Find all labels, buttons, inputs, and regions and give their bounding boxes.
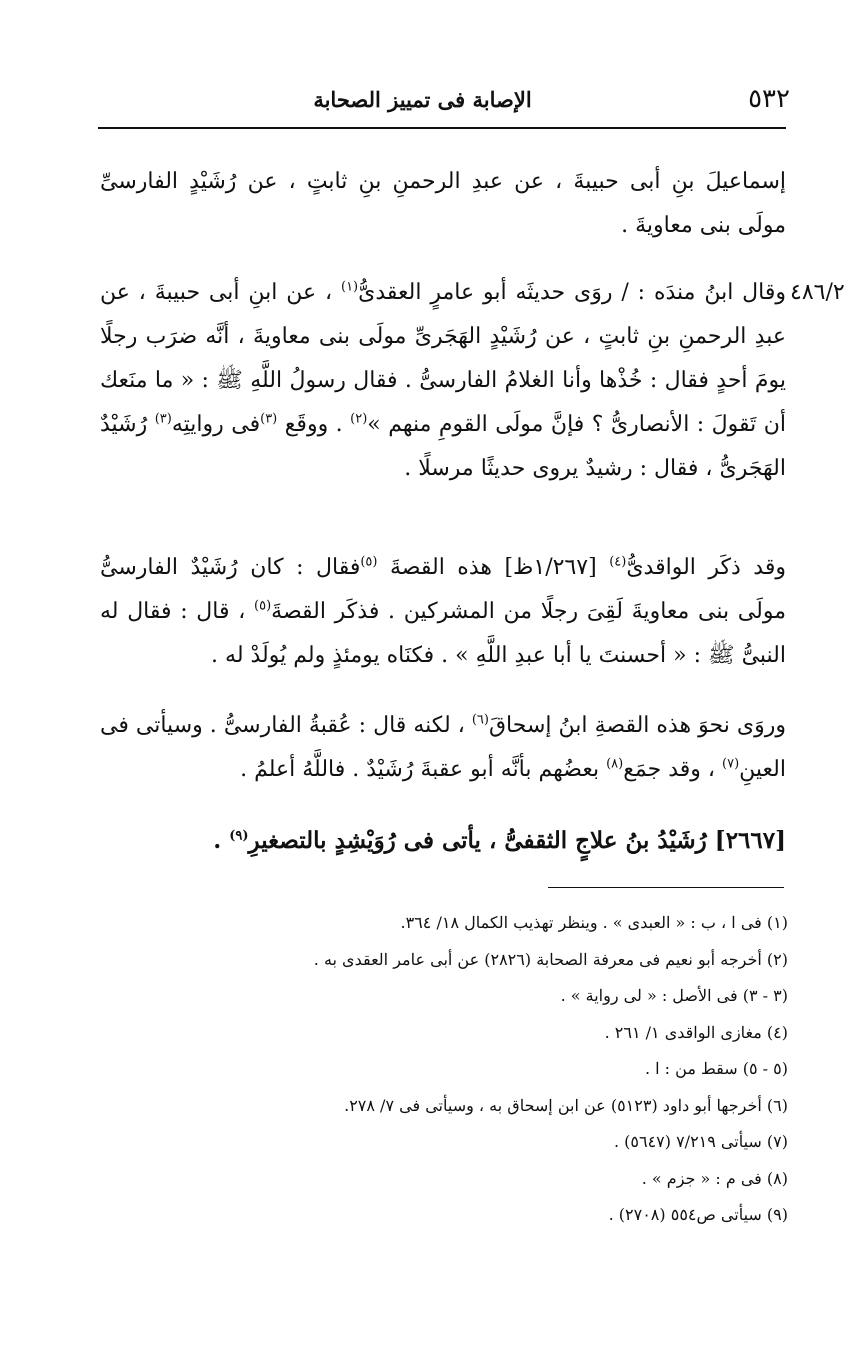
footnote: (٣ - ٣) فى الأصل : « لى رواية » .: [560, 986, 788, 1005]
footnote-marker: (٨): [606, 756, 624, 772]
footnote-marker: (٦): [471, 712, 489, 728]
text-run: [١/٢٦٧ظ] هذه القصةَ: [389, 555, 597, 580]
text-run: ، وقد جمَع: [623, 757, 716, 782]
entry-end: .: [213, 827, 222, 854]
text-run: بعضُهم بأنَّه أبو عقبةَ رُشَيْدٌ . فاللَّهُ أعلمُ .: [240, 757, 600, 782]
footnotes-list: [200, 905, 788, 1234]
entry-heading: [170, 818, 786, 864]
paragraph-2: [100, 271, 786, 491]
footnote: (٨) فى م : « جزم » .: [641, 1168, 788, 1188]
footnote-marker: (٤): [609, 554, 627, 570]
text-run: ، قال : فقال له النبىُّ ﷺ : « أحسنتَ يا أبا عبدِ اللَّهِ » . فكنَاه يومئذٍ ولم يُولَدْ له .: [100, 599, 786, 668]
footnote: (١) فى ا ، ب : « العبدى » . وينظر تهذيب الكمال ١٨/ ٣٦٤.: [400, 913, 788, 932]
margin-reference: ٤٨٦/٢: [790, 280, 845, 305]
page-number: ٥٣٢: [748, 84, 790, 114]
text-run: ، لكنه قال : عُقبةُ الفارسىُّ . وسيأتى فى العينِ: [100, 713, 786, 782]
footnote: (٥ - ٥) سقط من : ا .: [644, 1059, 788, 1078]
footnote-rule: [548, 887, 784, 888]
footnote: (٢) أخرجه أبو نعيم فى معرفة الصحابة (٢٨٢٦) عن أبى عامر العقدى به .: [313, 949, 788, 969]
text-run: . ووقَع: [284, 412, 343, 437]
footnote-marker: (٩): [229, 828, 249, 844]
footnote-marker: (٣): [260, 411, 278, 427]
header-rule: [98, 127, 786, 129]
paragraph-3-text: [100, 546, 786, 678]
text-run: وقال ابنُ مندَه : / روَى حديثَه أبو عامرٍ العقدىُّ: [358, 280, 787, 305]
text-run: وروَى نحوَ هذه القصةِ ابنُ إسحاقَ: [488, 713, 786, 738]
footnote: (٧) سيأتى ٧/٢١٩ (٥٦٤٧) .: [613, 1132, 788, 1151]
paragraph-2-text: [100, 271, 786, 491]
footnote-marker: (٥): [360, 554, 378, 570]
footnote: (٦) أخرجها أبو داود (٥١٢٣) عن ابن إسحاق به ، وسيأتى فى ٧/ ٢٧٨.: [344, 1095, 788, 1115]
text-run: رُشَيْدٌ الهَجَرىُّ ، فقال : رشيدٌ يروى حديثًا مرسلًا .: [100, 412, 786, 481]
entry-text: [٢٦٦٧] رُشَيْدُ بنُ علاجٍ الثقفىُّ ، يأتى فى رُوَيْشِدٍ بالتصغيرِ: [248, 827, 786, 854]
text-run: فى روايتِه: [171, 412, 261, 437]
text-run: وقد ذكَر الواقدىُّ: [626, 555, 786, 580]
footnote-marker: (١): [340, 279, 359, 295]
footnote-marker: (٢): [350, 411, 368, 427]
paragraph-4: [100, 704, 786, 792]
footnote: (٩) سيأتى ص٥٥٤ (٢٧٠٨) .: [608, 1205, 788, 1224]
paragraph-4-text: [100, 704, 786, 792]
text-run: فقال : كان رُشَيْدٌ الفارسىُّ مولَى بنى معاويةَ لَقِىَ رجلًا من المشركين . فذكَر القصةَ: [100, 555, 786, 624]
paragraph-3: [100, 546, 786, 678]
text-run: ، عن ابنِ أبى حبيبةَ ، عن عبدِ الرحمنِ بنِ ثابتٍ ، عن رُشَيْدٍ الهَجَرىِّ مولَى بنى معاويةَ ، أنَّه ضرَب رجلًا يومَ أحدٍ فقال : خُذْها وأنا الغلامُ الفارسىُّ . فقال رسولُ اللَّهِ ﷺ : « ما منَعك أن تَقولَ : الأنصارىُّ ؟ فإنَّ مولَى القومِ منهم »: [100, 280, 786, 437]
running-title: الإصابة فى تمييز الصحابة: [313, 87, 532, 112]
footnote: (٤) مغازى الواقدى ١/ ٢٦١ .: [604, 1022, 788, 1042]
paragraph-1: [100, 160, 786, 248]
footnote-marker: (٧): [722, 756, 740, 772]
footnote-marker: (٥): [254, 598, 272, 614]
footnote-marker: (٣): [154, 411, 172, 427]
paragraph-1-text: إسماعيلَ بنِ أبى حبيبةَ ، عن عبدِ الرحمنِ بنِ ثابتٍ ، عن رُشَيْدٍ الفارسىِّ مولَى بنى معاويةَ .: [100, 169, 786, 238]
